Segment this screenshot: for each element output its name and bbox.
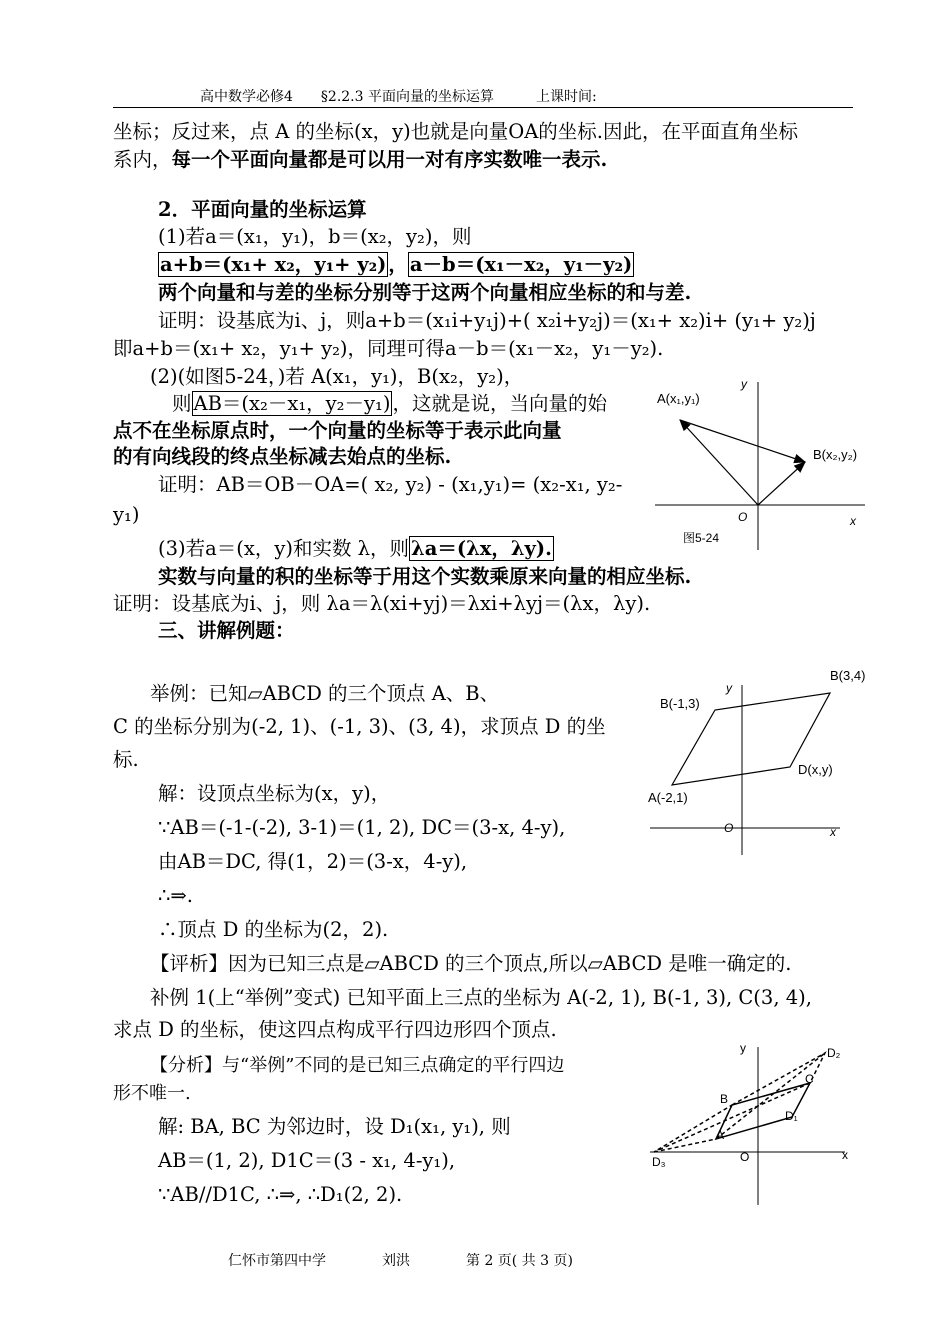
figure-caption: 图5-24 xyxy=(683,531,720,545)
text-line: 【分析】与“举例”不同的是已知三点确定的平行四边 xyxy=(150,1055,565,1076)
header-rule xyxy=(113,107,853,108)
label-y: y xyxy=(726,681,732,695)
figure-5-24 xyxy=(645,370,875,555)
dashed-diagonal xyxy=(716,1053,825,1139)
text-line: AB＝(1, 2), D1C＝(3 - x₁, 4-y₁), xyxy=(158,1149,456,1172)
text-line: 证明：设基底为i、j，则 λa＝λ(xi+yj)＝λxi+λyj＝(λx，λy). xyxy=(113,592,651,615)
label-d2: D₂ xyxy=(827,1046,841,1060)
formula-box: a－b＝(x₁－x₂，y₁－y₂) xyxy=(409,253,633,276)
text-line: 两个向量和与差的坐标分别等于这两个向量相应坐标的和与差. xyxy=(158,281,692,304)
page-footer: 仁怀市第四中学 刘洪 第 2 页( 共 3 页) xyxy=(228,1253,573,1269)
text-line: 点不在坐标原点时，一个向量的坐标等于表示此向量 xyxy=(113,419,562,442)
label-y: y xyxy=(740,1041,746,1055)
text-line: 实数与向量的积的坐标等于用这个实数乘原来向量的相应坐标. xyxy=(158,565,692,588)
text-line: 坐标；反过来，点 A 的坐标(x，y)也就是向量OA的坐标.因此，在平面直角坐标 xyxy=(113,120,798,143)
text-line: 由AB＝DC, 得(1，2)＝(3-x，4-y), xyxy=(158,850,468,873)
formula-box: AB＝(x₂－x₁，y₂－y₁) xyxy=(193,392,391,415)
text-line: 证明：设基底为i、j，则a+b＝(x₁i+y₁j)+( x₂i+y₂j)＝(x₁+ x₂)i+ (y₁+ y₂)j xyxy=(158,309,816,332)
text-line: 求点 D 的坐标，使这四点构成平行四边形四个顶点. xyxy=(113,1018,557,1041)
label-a: A(x₁,y₁) xyxy=(657,391,700,406)
page-header: 高中数学必修4 §2.2.3 平面向量的坐标运算 上课时间: xyxy=(200,89,597,105)
text-line: (3)若a＝(x，y)和实数 λ，则 λa＝(λx，λy). xyxy=(158,537,552,560)
text-line: ∵AB//D1C, ∴⇒, ∴D₁(2, 2). xyxy=(158,1183,403,1206)
label-d3: D₃ xyxy=(652,1155,666,1169)
text-line: C 的坐标分别为(-2, 1)、(-1, 3)、(3, 4)，求顶点 D 的坐 xyxy=(113,715,606,738)
text-line: 的有向线段的终点坐标减去始点的坐标. xyxy=(113,445,452,468)
label-x: x xyxy=(830,825,836,839)
text-line: 补例 1(上“举例”变式) 已知平面上三点的坐标为 A(-2, 1), B(-1, 3), C(3, 4), xyxy=(150,986,812,1009)
label-b: B(x₂,y₂) xyxy=(813,447,858,462)
label-x: x xyxy=(850,514,856,528)
text-line: 解: BA, BC 为邻边时，设 D₁(x₁, y₁), 则 xyxy=(158,1115,511,1138)
section-title: 三、讲解例题： xyxy=(158,619,295,642)
three-parallelograms-figure xyxy=(640,1035,860,1215)
label-d: D(x,y) xyxy=(798,762,833,777)
text-line: ∵AB＝(-1-(-2), 3-1)＝(1, 2), DC＝(3-x, 4-y), xyxy=(158,816,566,839)
label-a: A xyxy=(716,1128,725,1142)
text-line: (1)若a＝(x₁，y₁)，b＝(x₂，y₂)，则 xyxy=(158,225,472,248)
label-d1: D₁ xyxy=(785,1109,798,1123)
label-b: B xyxy=(720,1092,729,1106)
label-x: x xyxy=(842,1148,848,1162)
text-line: 系内，每一个平面向量都是可以用一对有序实数唯一表示. xyxy=(113,148,608,171)
text-line: 即a+b＝(x₁+ x₂，y₁+ y₂)，同理可得a－b＝(x₁－x₂，y₁－y₂). xyxy=(113,337,664,360)
label-a: A(-2,1) xyxy=(648,790,688,805)
formula-box: a+b＝(x₁+ x₂，y₁+ y₂) xyxy=(160,253,387,276)
label-c: B(3,4) xyxy=(830,668,866,683)
text-line: y₁) xyxy=(113,503,140,526)
label-origin: O xyxy=(724,821,734,835)
label-y: y xyxy=(741,377,747,391)
text-line: ∴⇒. xyxy=(158,884,193,907)
text-line: 标. xyxy=(113,748,139,771)
label-c: C xyxy=(805,1072,814,1086)
label-origin: O xyxy=(740,1150,750,1164)
text-line: 形不唯一. xyxy=(113,1083,191,1104)
label-b: B(-1,3) xyxy=(660,696,700,711)
text-line: (2)(如图5-24，)若 A(x₁，y₁)，B(x₂，y₂)， xyxy=(150,365,524,388)
text-line: 举例：已知▱ABCD 的三个顶点 A、B、 xyxy=(150,682,500,705)
text-line: 证明：AB＝OB－OA=( x₂, y₂) - (x₁,y₁)= (x₂-x₁, y₂- xyxy=(158,473,623,496)
parallelogram-figure xyxy=(640,660,880,860)
text-line: 【评析】因为已知三点是▱ABCD 的三个顶点,所以▱ABCD 是唯一确定的. xyxy=(150,952,792,975)
vector-ob xyxy=(758,462,805,505)
dashed-edge xyxy=(654,1139,716,1152)
text-line: 解：设顶点坐标为(x，y)， xyxy=(158,782,391,805)
label-origin: O xyxy=(738,510,748,524)
formula-box: λa＝(λx，λy). xyxy=(411,537,552,560)
section-title: 2．平面向量的坐标运算 xyxy=(158,198,367,221)
formula-line: a+b＝(x₁+ x₂，y₁+ y₂) ， a－b＝(x₁－x₂，y₁－y₂) xyxy=(160,253,633,276)
text-line: ∴顶点 D 的坐标为(2，2). xyxy=(158,918,389,941)
text-line: 则 AB＝(x₂－x₁，y₂－y₁) ，这就是说，当向量的始 xyxy=(172,392,607,415)
